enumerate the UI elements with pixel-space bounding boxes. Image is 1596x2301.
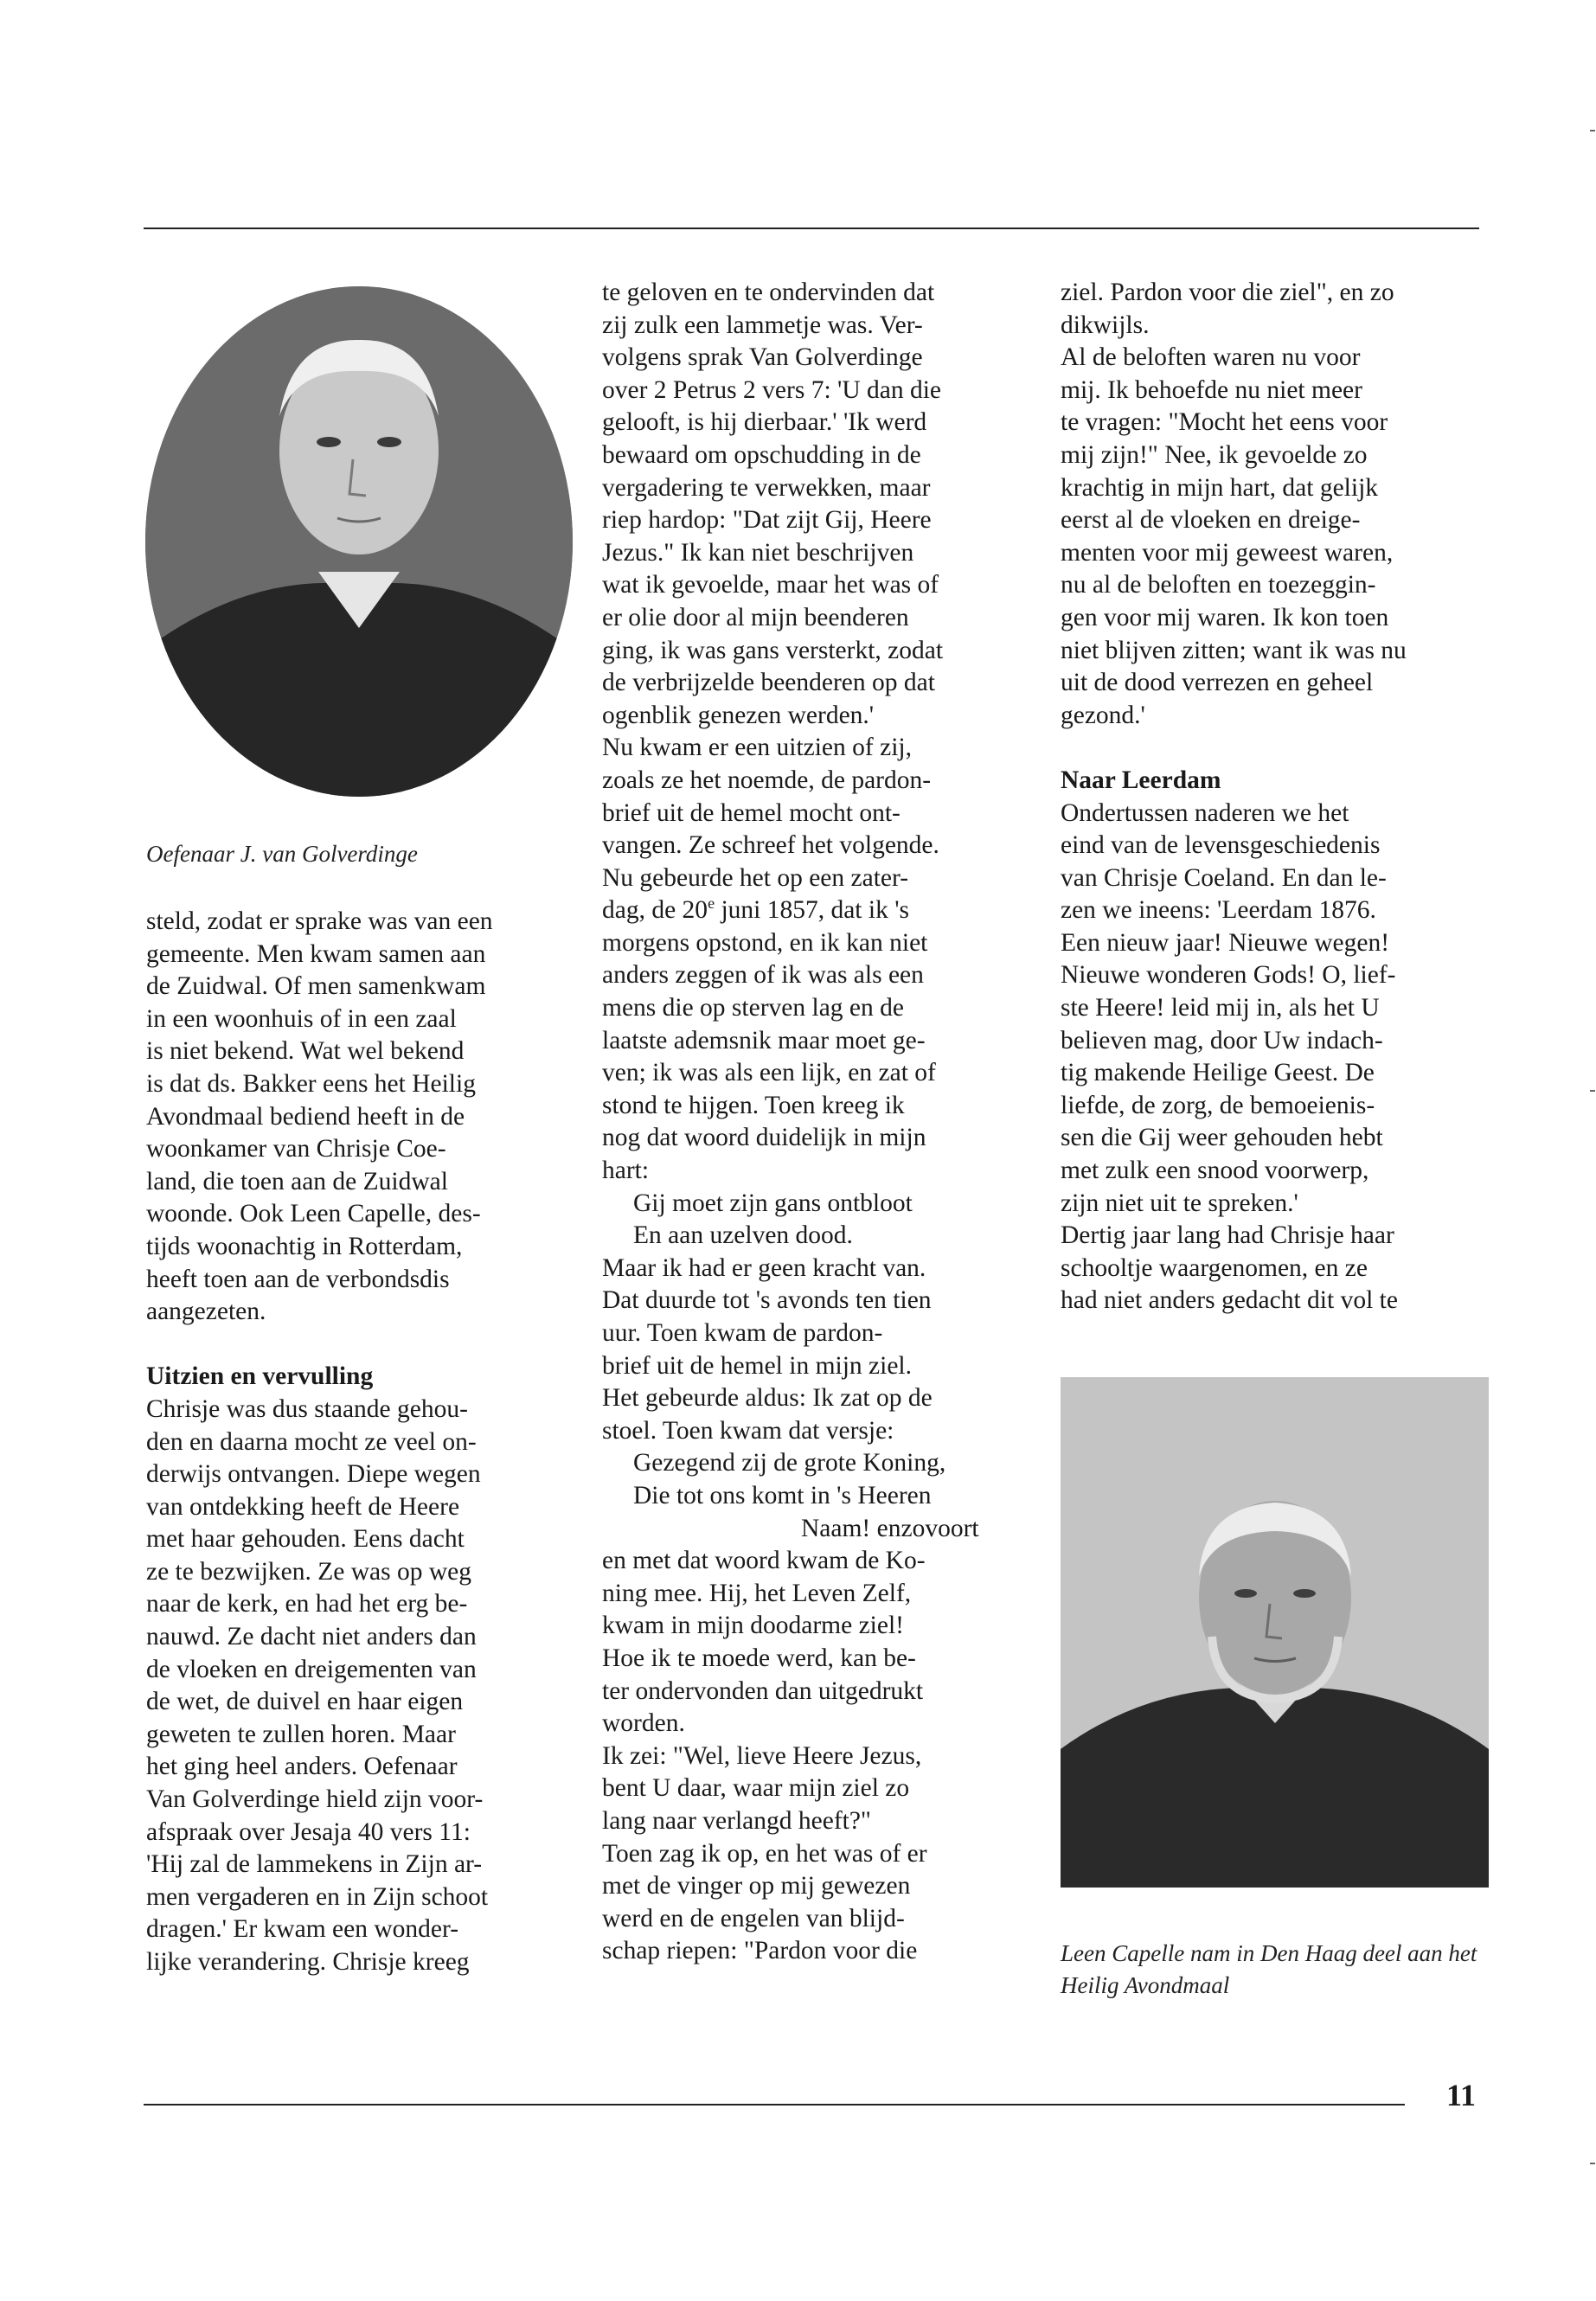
- section-heading-uitzien: Uitzien en vervulling: [146, 1362, 374, 1391]
- text-line: dikwijls.: [1061, 311, 1150, 339]
- text-line: steld, zodat er sprake was van een: [146, 907, 493, 935]
- text-line: mij zijn!" Nee, ik gevoelde zo: [1061, 440, 1368, 469]
- text-line: ste Heere! leid mij in, als het U: [1061, 994, 1380, 1022]
- text-line: van ontdekking heeft de Heere: [146, 1492, 460, 1521]
- text-line: zij zulk een lammetje was. Ver-: [602, 311, 923, 339]
- text-line: Het gebeurde aldus: Ik zat op de: [602, 1384, 933, 1413]
- text-line: stond te hijgen. Toen kreeg ik: [602, 1091, 905, 1119]
- text-line: de wet, de duivel en haar eigen: [146, 1688, 464, 1716]
- text-line: niet blijven zitten; want ik was nu: [1061, 636, 1407, 664]
- text-line: zen we ineens: 'Leerdam 1876.: [1061, 896, 1376, 925]
- text-line: bent U daar, waar mijn ziel zo: [602, 1774, 910, 1803]
- text-line: Avondmaal bediend heeft in de: [146, 1102, 465, 1131]
- text-line: bewaard om opschudding in de: [602, 440, 921, 469]
- text-line: en met dat woord kwam de Ko-: [602, 1547, 926, 1575]
- text-line: tig makende Heilige Geest. De: [1061, 1059, 1375, 1087]
- text-line: Nieuwe wonderen Gods! O, lief-: [1061, 961, 1396, 990]
- text-line: uur. Toen kwam de pardon-: [602, 1319, 883, 1347]
- date-superscript: e: [708, 894, 715, 913]
- text-line: te geloven en te ondervinden dat: [602, 279, 935, 306]
- text-line: de Zuidwal. Of men samenkwam: [146, 972, 486, 1001]
- edge-tick: [1590, 1090, 1595, 1092]
- portrait-golverdinge: [145, 286, 573, 797]
- text-line: werd en de engelen van blijd-: [602, 1904, 905, 1932]
- text-line: ziel. Pardon voor die ziel", en zo: [1061, 279, 1394, 306]
- text-line: in een woonhuis of in een zaal: [146, 1004, 457, 1033]
- text-line: volgens sprak Van Golverdinge: [602, 343, 923, 372]
- date-end: juni 1857, dat ik 's: [715, 896, 909, 925]
- text-line: riep hardop: "Dat zijt Gij, Heere: [602, 506, 932, 535]
- portrait-capelle-drawing: [1061, 1377, 1489, 1888]
- text-line: Van Golverdinge hield zijn voor-: [146, 1785, 484, 1814]
- spacer: [1061, 732, 1491, 765]
- text-line: worden.: [602, 1709, 685, 1738]
- text-line: lijke verandering. Chrisje kreeg: [146, 1948, 470, 1976]
- text-line: Maar ik had er geen kracht van.: [602, 1253, 926, 1282]
- text-line: laatste ademsnik maar moet ge-: [602, 1026, 926, 1054]
- edge-tick: [1590, 2163, 1595, 2164]
- text-line: ter ondervonden dan uitgedrukt: [602, 1676, 924, 1705]
- text-line: zoals ze het noemde, de pardon-: [602, 766, 932, 794]
- text-line: sen die Gij weer gehouden hebt: [1061, 1124, 1383, 1152]
- text-line: schooltje waargenomen, en ze: [1061, 1253, 1368, 1282]
- text-line: met zulk een snood voorwerp,: [1061, 1157, 1369, 1185]
- text-line: anders zeggen of ik was als een: [602, 961, 924, 990]
- column-2: [602, 277, 1033, 1968]
- figure-caption-2: Leen Capelle nam in Den Haag deel aan het Heilig Avondmaal: [1061, 1940, 1477, 1998]
- text-line: nauwd. Ze dacht niet anders dan: [146, 1623, 477, 1651]
- verse-line: Die tot ons komt in 's Heeren: [633, 1481, 932, 1509]
- col1-paragraph-2: [146, 1394, 577, 1979]
- text-line: geweten te zullen horen. Maar: [146, 1720, 456, 1748]
- verse-line-end: Naam! enzovoort: [801, 1514, 979, 1542]
- text-line: ze te bezwijken. Ze was op weg: [146, 1557, 471, 1586]
- text-line: vangen. Ze schreef het volgende.: [602, 831, 939, 860]
- text-line: Hoe ik te moede werd, kan be-: [602, 1644, 916, 1672]
- text-line: stoel. Toen kwam dat versje:: [602, 1416, 894, 1445]
- column-1: [146, 906, 577, 1979]
- text-line: met de vinger op mij gewezen: [602, 1872, 911, 1900]
- text-line: zijn niet uit te spreken.': [1061, 1189, 1298, 1217]
- text-line: wat ik gevoelde, maar het was of: [602, 571, 939, 599]
- text-line: ven; ik was als een lijk, en zat of: [602, 1059, 936, 1087]
- text-line: te vragen: "Mocht het eens voor: [1061, 408, 1388, 437]
- section-heading-leerdam: Naar Leerdam: [1061, 766, 1221, 794]
- text-line: heeft toen aan de verbondsdis: [146, 1265, 450, 1293]
- text-line: krachtig in mijn hart, dat gelijk: [1061, 473, 1379, 502]
- text-line: gen voor mij waren. Ik kon toen: [1061, 603, 1389, 631]
- text-line: Toen zag ik op, en het was of er: [602, 1839, 927, 1868]
- text-line: over 2 Petrus 2 vers 7: 'U dan die: [602, 375, 942, 404]
- text-line: ogenblik genezen werden.': [602, 701, 875, 729]
- text-line: mij. Ik behoefde nu niet meer: [1061, 375, 1362, 404]
- text-line: schap riepen: "Pardon voor die: [602, 1937, 918, 1965]
- text-line: brief uit de hemel mocht ont-: [602, 798, 901, 827]
- text-line: 'Hij zal de lammekens in Zijn ar-: [146, 1850, 483, 1879]
- text-line: dragen.' Er kwam een wonder-: [146, 1915, 459, 1944]
- text-line: lang naar verlangd heeft?": [602, 1806, 871, 1835]
- text-line: afspraak over Jesaja 40 vers 11:: [146, 1817, 471, 1846]
- text-line: mens die op sterven lag en de: [602, 994, 904, 1022]
- text-line: er olie door al mijn beenderen: [602, 603, 909, 631]
- text-line: eind van de levensgeschiedenis: [1061, 831, 1381, 860]
- text-line: den en daarna mocht ze veel on-: [146, 1427, 477, 1456]
- text-line: gemeente. Men kwam samen aan: [146, 939, 486, 968]
- text-line: aangezeten.: [146, 1298, 266, 1326]
- edge-tick: [1590, 130, 1595, 131]
- text-line: nu al de beloften en toezeggin-: [1061, 571, 1376, 599]
- text-line: gelooft, is hij dierbaar.' 'Ik werd: [602, 408, 927, 437]
- verse-line: Gezegend zij de grote Koning,: [633, 1449, 946, 1477]
- figure-caption-1: Oefenaar J. van Golverdinge: [146, 841, 418, 867]
- text-line: Chrisje was dus staande gehou-: [146, 1394, 468, 1423]
- text-line: Nu gebeurde het op een zater-: [602, 863, 909, 892]
- portrait-golverdinge-drawing: [145, 286, 573, 797]
- text-line: tijds woonachtig in Rotterdam,: [146, 1232, 463, 1260]
- text-line: Dat duurde tot 's avonds ten tien: [602, 1286, 932, 1315]
- date-start: dag, de 20: [602, 896, 708, 925]
- text-line: ging, ik was gans versterkt, zodat: [602, 636, 944, 664]
- text-line: kwam in mijn doodarme ziel!: [602, 1612, 904, 1640]
- text-line: woonkamer van Chrisje Coe-: [146, 1135, 446, 1163]
- text-line: de vloeken en dreigementen van: [146, 1655, 477, 1683]
- text-line: van Chrisje Coeland. En dan le-: [1061, 863, 1387, 892]
- text-line: believen mag, door Uw indach-: [1061, 1026, 1383, 1054]
- text-line: uit de dood verrezen en geheel: [1061, 669, 1374, 697]
- text-line: derwijs ontvangen. Diepe wegen: [146, 1460, 481, 1489]
- col1-paragraph: [146, 906, 577, 1329]
- text-line: Dertig jaar lang had Chrisje haar: [1061, 1221, 1394, 1250]
- column-3: [1061, 277, 1491, 1317]
- text-line: Nu kwam er een uitzien of zij,: [602, 734, 912, 762]
- spacer: [146, 1329, 577, 1362]
- bottom-rule: [144, 2104, 1405, 2106]
- text-line: ning mee. Hij, het Leven Zelf,: [602, 1579, 912, 1607]
- text-line: had niet anders gedacht dit vol te: [1061, 1286, 1398, 1315]
- text-line: woonde. Ook Leen Capelle, des-: [146, 1200, 481, 1228]
- text-line: Jezus." Ik kan niet beschrijven: [602, 538, 914, 567]
- page-number: 11: [1446, 2078, 1477, 2112]
- text-line: Ik zei: "Wel, lieve Heere Jezus,: [602, 1741, 922, 1770]
- top-rule: [144, 228, 1479, 229]
- text-line: Een nieuw jaar! Nieuwe wegen!: [1061, 928, 1390, 957]
- verse-line: En aan uzelven dood.: [633, 1221, 853, 1250]
- text-line: de verbrijzelde beenderen op dat: [602, 669, 935, 697]
- text-line: eerst al de vloeken en dreige-: [1061, 506, 1361, 535]
- text-line: Al de beloften waren nu voor: [1061, 343, 1361, 372]
- text-line: menten voor mij geweest waren,: [1061, 538, 1394, 567]
- text-line: liefde, de zorg, de bemoeienis-: [1061, 1091, 1375, 1119]
- text-line: vergadering te verwekken, maar: [602, 473, 931, 502]
- portrait-capelle: [1061, 1377, 1489, 1888]
- text-line: land, die toen aan de Zuidwal: [146, 1167, 448, 1195]
- date-line: [602, 894, 1033, 927]
- verse-line: Gij moet zijn gans ontbloot: [633, 1189, 913, 1217]
- text-line: hart:: [602, 1157, 650, 1185]
- text-line: men vergaderen en in Zijn schoot: [146, 1882, 489, 1911]
- text-line: het ging heel anders. Oefenaar: [146, 1753, 458, 1781]
- text-line: nog dat woord duidelijk in mijn: [602, 1124, 926, 1152]
- text-line: met haar gehouden. Eens dacht: [146, 1525, 465, 1554]
- text-line: is dat ds. Bakker eens het Heilig: [146, 1069, 476, 1098]
- text-line: gezond.': [1061, 701, 1145, 729]
- text-line: brief uit de hemel in mijn ziel.: [602, 1351, 912, 1380]
- text-line: Ondertussen naderen we het: [1061, 798, 1349, 827]
- text-line: is niet bekend. Wat wel bekend: [146, 1037, 465, 1066]
- text-line: morgens opstond, en ik kan niet: [602, 928, 928, 957]
- text-line: naar de kerk, en had het erg be-: [146, 1590, 468, 1618]
